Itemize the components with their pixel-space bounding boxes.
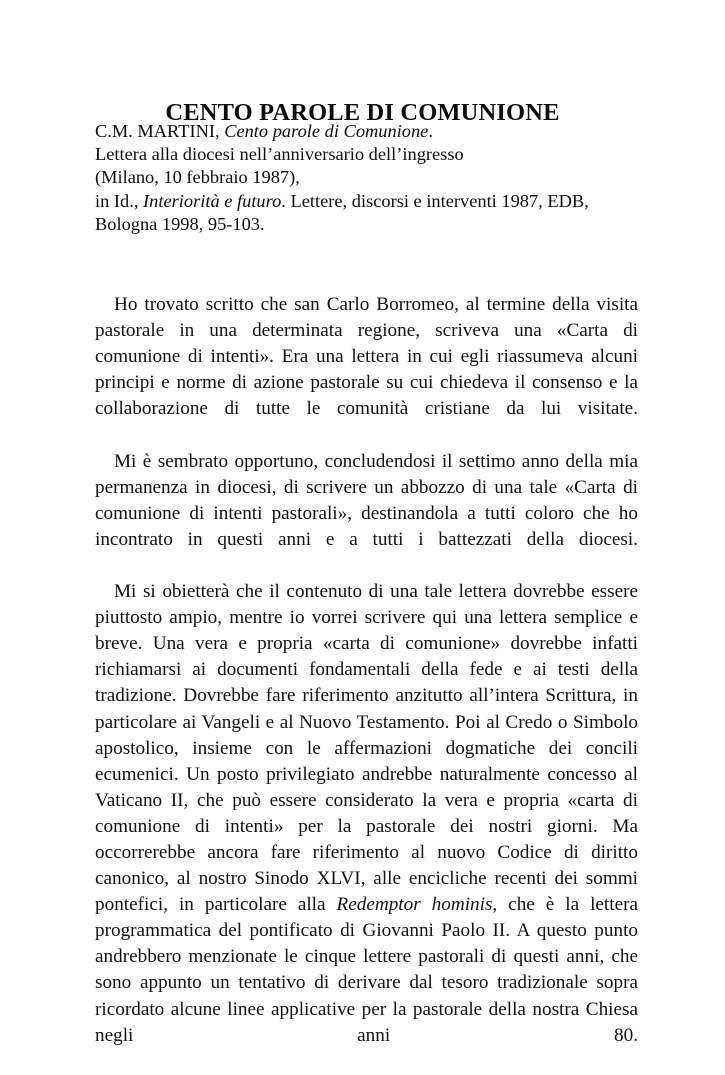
citation-author: C.M. MARTINI,	[95, 121, 220, 141]
citation-line1-tail: .	[428, 121, 433, 141]
body-paragraph-3-segment-2: , che è la lettera programmatica del pontificato di Giovanni Paolo II. A questo punto andrebbero menzionate le cinque lettere pastorali di questi anni, che sono appunto un tentativo di derivare dal tesoro tradizionale sopra ricordato alcune linee applicative per la pastorale della nostra Chiesa negli anni 80.	[95, 894, 638, 1046]
encyclical-title-redemptor-hominis: Redemptor hominis	[336, 894, 493, 916]
citation-line-4	[95, 190, 655, 213]
body-paragraph-3-segment-1: Mi si obietterà che il contenuto di una tale lettera dovrebbe essere piuttosto ampio, mentre io vorrei scrivere qui una lettera semplice e breve. Una vera e propria «carta di comunione» dovrebbe infatti richiamarsi ai documenti fondamentali della fede e ai testi della tradizione. Dovrebbe fare riferimento anzitutto all’intera Scrittura, in particolare ai Vangeli e al Nuovo Testamento. Poi al Credo o Simbolo apostolico, insieme con le affermazioni dogmatiche dei concili ecumenici. Un posto privilegiato andrebbe naturalmente concesso al Vaticano II, che può essere considerato la vera e propria «carta di comunione di intenti» per la pastorale dei nostri giorni. Ma occorrerebbe ancora fare riferimento al nuovo Codice di diritto canonico, al nostro Sinodo XLVI, alle encicliche recenti dei sommi pontefici, in particolare alla	[95, 581, 638, 916]
bibliographic-citation	[95, 120, 655, 236]
citation-line-1	[95, 120, 655, 143]
citation-line-5: Bologna 1998, 95-103.	[95, 213, 265, 234]
body-paragraph-2: Mi è sembrato opportuno, concludendosi il settimo anno della mia permanenza in diocesi, di scrivere un abbozzo di una tale «Carta di comunione di intenti pastorali», destinandola a tutti coloro che ho incontrato in questi anni e a tutti i battezzati della diocesi.	[95, 450, 638, 550]
page-title: CENTO PAROLE DI COMUNIONE	[165, 99, 560, 127]
citation-line-3: (Milano, 10 febbraio 1987),	[95, 167, 300, 188]
document-body	[95, 292, 638, 1075]
body-paragraph-3	[95, 579, 638, 1075]
citation-volume-title: Interiorità e futuro	[143, 190, 282, 211]
citation-source-prefix: in Id.,	[95, 190, 139, 211]
citation-line4-tail: . Lettere, discorsi e interventi 1987, EDB,	[281, 190, 589, 211]
citation-line-2: Lettera alla diocesi nell’anniversario dell’ingresso	[95, 144, 464, 165]
body-paragraph-1: Ho trovato scritto che san Carlo Borromeo, al termine della visita pastorale in una determinata regione, scriveva una «Carta di comunione di intenti». Era una lettera in cui egli riassumeva alcuni principi e norme di azione pastorale su cui chiedeva il consenso e la collaborazione di tutte le comunità cristiane da lui visitate.	[95, 294, 638, 420]
citation-work-title: Cento parole di Comunione	[224, 121, 429, 141]
